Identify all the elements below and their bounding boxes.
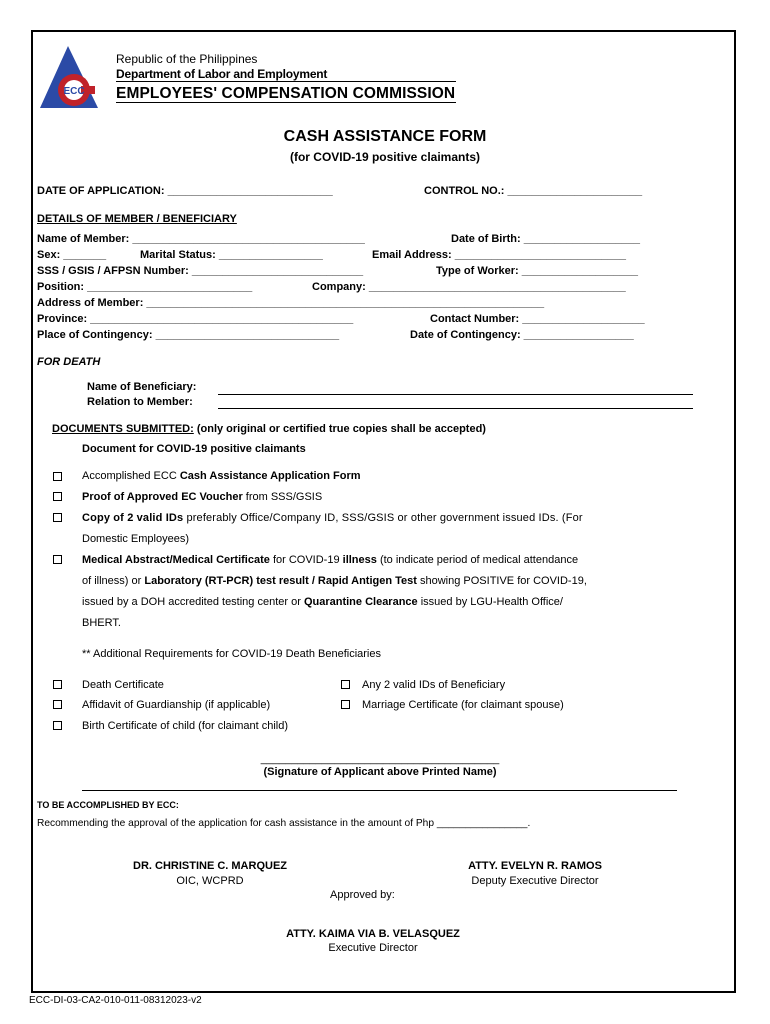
relation-label: Relation to Member: (87, 396, 193, 408)
item4-text-f: issued by LGU-Health Office/ (417, 596, 563, 608)
date-of-contingency-field[interactable]: Date of Contingency: __________________ (410, 329, 634, 341)
item4-line2 (82, 575, 587, 587)
address-field[interactable]: Address of Member: _________________________________________________________________ (37, 297, 545, 309)
documents-subheading: Document for COVID-19 positive claimants (82, 443, 306, 455)
details-heading: DETAILS OF MEMBER / BENEFICIARY (37, 213, 237, 225)
item4-line4: BHERT. (82, 617, 121, 629)
ecc-heading: TO BE ACCOMPLISHED BY ECC: (37, 800, 179, 810)
item4-bold-d: Quarantine Clearance (303, 596, 418, 608)
checkbox-application-form[interactable] (53, 472, 62, 481)
checkbox-birth-certificate[interactable] (53, 721, 62, 730)
date-of-application-field[interactable]: DATE OF APPLICATION: ___________________________ (37, 185, 333, 197)
additional-requirements: ** Additional Requirements for COVID-19 Death Beneficiaries (82, 648, 381, 660)
item3-text: preferably Office/Company ID, SSS/GSIS or other government issued IDs. (For (183, 512, 583, 524)
item4-bold-b: illness (342, 554, 377, 566)
documents-note: (only original or certified true copies shall be accepted) (193, 423, 486, 435)
documents-heading-label: DOCUMENTS SUBMITTED: (52, 423, 194, 435)
email-field[interactable]: Email Address: ____________________________ (372, 249, 627, 261)
province-field[interactable]: Province: ___________________________________________ (37, 313, 354, 325)
item-birth-certificate: Birth Certificate of child (for claimant child) (82, 720, 289, 732)
item4-text-a: for COVID-19 (269, 554, 343, 566)
item-application-form (82, 470, 361, 482)
item4-text-e: issued by a DOH accredited testing center or (82, 596, 304, 608)
checkbox-medical-certificate[interactable] (53, 555, 62, 564)
signatory1-name: DR. CHRISTINE C. MARQUEZ (133, 860, 287, 872)
item4-text-d: showing POSITIVE for COVID-19, (416, 575, 587, 587)
date-of-birth-field[interactable]: Date of Birth: ___________________ (451, 233, 640, 245)
signatory1-title: OIC, WCPRD (176, 875, 244, 887)
marital-status-field[interactable]: Marital Status: _________________ (140, 249, 323, 261)
beneficiary-input-line[interactable] (218, 394, 693, 395)
header-department: Department of Labor and Employment (116, 67, 328, 81)
recommendation-text: Recommending the approval of the application for cash assistance in the amount of Php ________________. (37, 818, 531, 829)
item2-text: from SSS/GSIS (242, 491, 323, 503)
contact-number-field[interactable]: Contact Number: ____________________ (430, 313, 645, 325)
header-rule (116, 81, 456, 82)
signatory2-name: ATTY. EVELYN R. RAMOS (468, 860, 602, 872)
item-ids-beneficiary: Any 2 valid IDs of Beneficiary (362, 679, 506, 691)
item-marriage-certificate: Marriage Certificate (for claimant spouse) (362, 699, 564, 711)
name-of-member-field[interactable]: Name of Member: ______________________________________ (37, 233, 365, 245)
item4-bold-a: Medical Abstract/Medical Certificate (82, 554, 270, 566)
checkbox-valid-ids[interactable] (53, 513, 62, 522)
place-of-contingency-field[interactable]: Place of Contingency: ______________________________ (37, 329, 340, 341)
signature-label: (Signature of Applicant above Printed Name) (263, 766, 497, 778)
logo-text: ECC (63, 86, 85, 97)
sex-field[interactable]: Sex: _______ (37, 249, 107, 261)
relation-input-line[interactable] (218, 408, 693, 409)
approved-by: Approved by: (330, 889, 395, 901)
item-guardianship: Affidavit of Guardianship (if applicable) (82, 699, 271, 711)
item-ec-voucher (82, 491, 322, 503)
item3-continuation: Domestic Employees) (82, 533, 189, 545)
item3-bold: Copy of 2 valid IDs (82, 512, 184, 524)
footer-code: ECC-DI-03-CA2-010-011-08312023-v2 (29, 995, 202, 1006)
item2-bold: Proof of Approved EC Voucher (82, 491, 243, 503)
item-medical-certificate (82, 554, 578, 566)
checkbox-ec-voucher[interactable] (53, 492, 62, 501)
sss-number-field[interactable]: SSS / GSIS / AFPSN Number: ____________________________ (37, 265, 364, 277)
form-title: CASH ASSISTANCE FORM (283, 128, 487, 145)
for-death-heading: FOR DEATH (37, 356, 101, 368)
header-republic: Republic of the Philippines (116, 52, 258, 66)
signatory2-title: Deputy Executive Director (471, 875, 599, 887)
signature-divider (82, 790, 677, 791)
signatory3-title: Executive Director (328, 942, 418, 954)
checkbox-death-certificate[interactable] (53, 680, 62, 689)
control-no-field[interactable]: CONTROL NO.: ______________________ (424, 185, 643, 197)
company-field[interactable]: Company: __________________________________________ (312, 281, 626, 293)
item4-line3 (82, 596, 563, 608)
documents-heading (52, 423, 486, 435)
item4-bold-c: Laboratory (RT-PCR) test result / Rapid Antigen Test (144, 575, 417, 587)
checkbox-guardianship[interactable] (53, 700, 62, 709)
ecc-logo (38, 44, 112, 110)
type-of-worker-field[interactable]: Type of Worker: ___________________ (436, 265, 639, 277)
signature-blank[interactable]: _______________________________________ (260, 753, 500, 765)
item-death-certificate: Death Certificate (82, 679, 164, 691)
header-commission: EMPLOYEES' COMPENSATION COMMISSION (116, 85, 456, 102)
checkbox-ids-beneficiary[interactable] (341, 680, 350, 689)
item4-text-b: (to indicate period of medical attendance (376, 554, 579, 566)
item1-text: Accomplished ECC (82, 470, 180, 482)
signatory3-name: ATTY. KAIMA VIA B. VELASQUEZ (286, 928, 460, 940)
beneficiary-label: Name of Beneficiary: (87, 381, 197, 393)
position-field[interactable]: Position: ___________________________ (37, 281, 253, 293)
header-rule (116, 102, 456, 103)
item4-text-c: of illness) or (82, 575, 145, 587)
form-subtitle: (for COVID-19 positive claimants) (289, 150, 481, 164)
item1-bold: Cash Assistance Application Form (179, 470, 361, 482)
checkbox-marriage-certificate[interactable] (341, 700, 350, 709)
item-valid-ids (82, 512, 583, 524)
